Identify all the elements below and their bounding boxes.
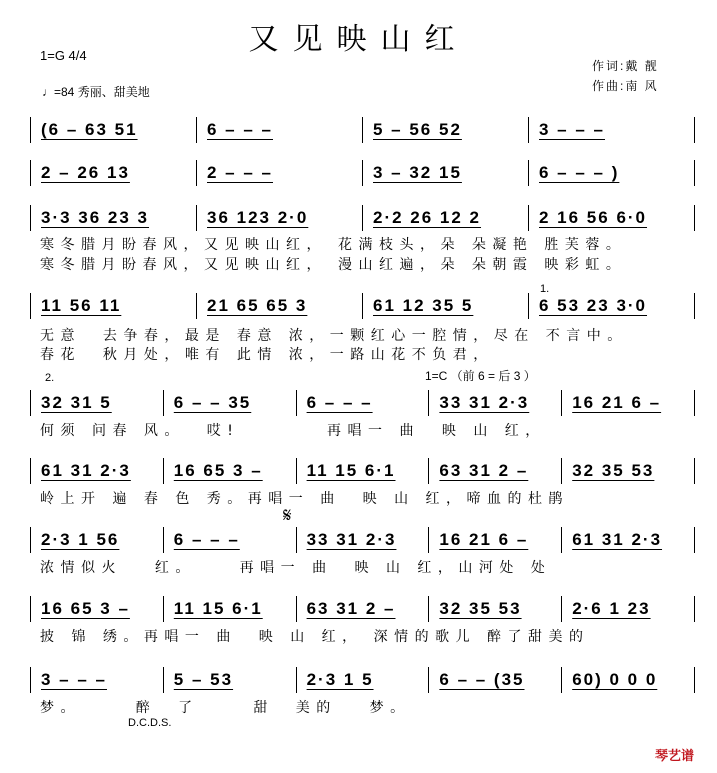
lyrics-line: 无意 去争春，最是 春意 浓，一颗红心一腔情，尽在 不言中。 [40, 328, 628, 344]
measure: 32 35 53 [439, 599, 522, 618]
notation-row [30, 596, 695, 622]
measure: 2·6 1 23 [572, 599, 651, 618]
measure: 2·3 1 5 [306, 670, 374, 689]
measure: 32 31 5 [41, 393, 112, 412]
notation-row [30, 160, 695, 186]
measure: 3·3 36 23 3 [41, 208, 150, 227]
measure: 3 – – – [539, 120, 605, 139]
lyrics-line: 寒冬腊月盼春风，又见映山红， 漫山红遍，朵 朵朝霞 映彩虹。 [40, 257, 627, 273]
measure: 61 12 35 5 [373, 296, 474, 315]
credits [592, 56, 659, 96]
measure: 6 – – – [207, 120, 273, 139]
measure: 16 65 3 – [173, 461, 263, 480]
measure: 11 56 11 [41, 296, 122, 315]
barline [694, 205, 695, 231]
measure: 6 – – – [306, 393, 373, 412]
measure: 16 21 6 – [439, 530, 529, 549]
volta-2: 2. [45, 372, 55, 384]
measure: 21 65 65 3 [207, 296, 308, 315]
barline [694, 667, 695, 693]
key-signature: 1=G 4/4 [40, 48, 87, 63]
measure: 2 – 26 13 [41, 163, 130, 182]
measure: 5 – 56 52 [373, 120, 462, 139]
measure: 6 – – (35 [439, 670, 525, 689]
lyrics-line: 春花 秋月处，唯有 此情 浓，一路山花不负君， [40, 347, 494, 363]
measure: 16 65 3 – [41, 599, 130, 618]
measure: 6 – – – ) [539, 163, 620, 182]
lyrics-line: 何须 问春 风。 哎! 再唱一 曲 映 山 红， [40, 423, 546, 439]
measure: 63 31 2 – [439, 461, 529, 480]
volta-1: 1. [540, 283, 550, 295]
lyrics-line: 岭上开 遍 春 色 秀。再唱一 曲 映 山 红，啼血的杜鹃 [40, 491, 570, 507]
barline [694, 527, 695, 553]
notation-row [30, 458, 695, 484]
measure: 61 31 2·3 [41, 461, 131, 480]
modulation-marking: 1=C （前 6 = 后 3 ） [425, 369, 536, 383]
measure: 2·3 1 56 [41, 530, 120, 549]
measure: 3 – – – [41, 670, 107, 689]
measure: 63 31 2 – [306, 599, 396, 618]
measure: 60) 0 0 0 [572, 670, 658, 689]
notation-row [30, 205, 695, 231]
notation-row [30, 527, 695, 553]
measure: 3 – 32 15 [373, 163, 462, 182]
measure: 6 – – 35 [173, 393, 252, 412]
notation-row [30, 390, 695, 416]
measure: 6 – – – [173, 530, 240, 549]
measure: 16 21 6 – [572, 393, 662, 412]
lyricist: 作词:戴 靓 [592, 59, 659, 73]
barline [694, 293, 695, 319]
barline [694, 390, 695, 416]
lyrics-line: 梦。 醉 了 甜 美的 梦。 [40, 700, 411, 716]
measure: 5 – 53 [173, 670, 234, 689]
measure: 36 123 2·0 [207, 208, 309, 227]
notation-row [30, 667, 695, 693]
measure: 11 15 6·1 [306, 461, 396, 480]
barline [694, 117, 695, 143]
lyrics-line: 披 锦 绣。再唱一 曲 映 山 红， 深情的歌儿 醉了甜美的 [40, 629, 590, 645]
measure: 61 31 2·3 [572, 530, 663, 549]
lyrics-line: 寒冬腊月盼春风，又见映山红， 花满枝头，朵 朵凝艳 胜芙蓉。 [40, 237, 627, 253]
measure: 33 31 2·3 [439, 393, 530, 412]
barline [694, 160, 695, 186]
notation-row [30, 117, 695, 143]
measure: 2·2 26 12 2 [373, 208, 482, 227]
dcds-marking: D.C.D.S. [128, 717, 172, 729]
composer: 作曲:南 风 [592, 79, 659, 93]
tempo-marking: ♩=84 秀丽、甜美地 [42, 85, 150, 99]
measure: 6 53 23 3·0 [539, 296, 648, 315]
measure: 32 35 53 [572, 461, 655, 480]
barline [694, 596, 695, 622]
notation-row [30, 293, 695, 319]
measure: 2 16 56 6·0 [539, 208, 648, 227]
measure: (6 – 63 51 [41, 120, 138, 139]
measure: 2 – – – [207, 163, 273, 182]
song-title: 又见映山红 [248, 22, 469, 57]
measure: 33 31 2·3 [306, 530, 397, 549]
barline [694, 458, 695, 484]
lyrics-line: 浓情似火 红。 再唱一 曲 映 山 红，山河处 处 [40, 560, 552, 576]
segno-icon: 𝄋 [283, 505, 292, 527]
watermark-logo: 琴艺谱 [655, 748, 695, 763]
measure: 11 15 6·1 [173, 599, 263, 618]
